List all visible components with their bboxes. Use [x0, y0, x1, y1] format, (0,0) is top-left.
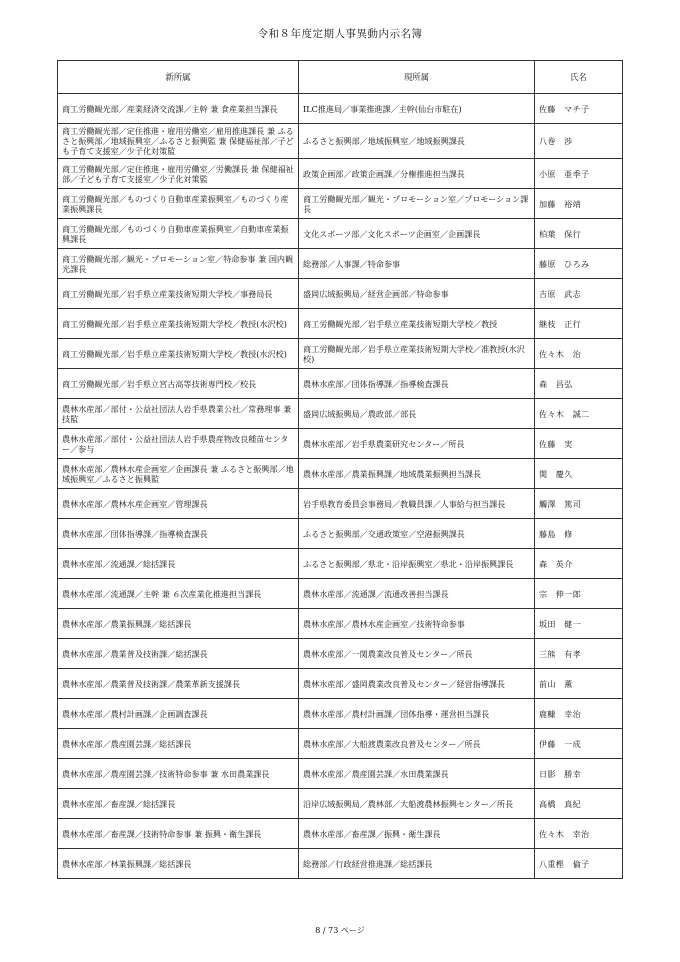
new-department-cell: 農林水産部／部付・公益社団法人岩手県農業公社／常務理事 兼 技監: [58, 399, 299, 429]
name-cell: 森 英介: [535, 549, 623, 579]
current-department-cell: 商工労働観光部／岩手県立産業技術短期大学校／准教授(水沢校): [299, 339, 535, 369]
table-row: [58, 219, 623, 249]
name-cell: 佐々木 治: [535, 339, 623, 369]
table-row: [58, 459, 623, 489]
new-department-cell: 農林水産部／畜産課／総括課長: [58, 789, 299, 819]
table-row: [58, 819, 623, 849]
table-row: [58, 789, 623, 819]
new-department-cell: 商工労働観光部／岩手県立宮古高等技術専門校／校長: [58, 369, 299, 399]
personnel-table: [57, 60, 623, 879]
name-cell: 前山 薫: [535, 669, 623, 699]
new-department-cell: 商工労働観光部／岩手県立産業技術短期大学校／教授(水沢校): [58, 339, 299, 369]
table-row: [58, 519, 623, 549]
new-department-cell: 農林水産部／流通課／主幹 兼 ６次産業化推進担当課長: [58, 579, 299, 609]
table-row: [58, 699, 623, 729]
name-cell: 觸澤 篤司: [535, 489, 623, 519]
new-department-cell: 農林水産部／農村計画課／企画調査課長: [58, 699, 299, 729]
current-department-cell: ふるさと振興部／交通政策室／空港振興課長: [299, 519, 535, 549]
table-row: [58, 309, 623, 339]
header-name: 氏名: [535, 61, 623, 94]
table-row: [58, 369, 623, 399]
name-cell: 藤原 ひろみ: [535, 249, 623, 279]
header-current-department: 現所属: [299, 61, 535, 94]
name-cell: 八巻 渉: [535, 124, 623, 159]
header-new-department: 新所属: [58, 61, 299, 94]
new-department-cell: 商工労働観光部／ものづくり自動車産業振興室／ものづくり産業振興課長: [58, 189, 299, 219]
name-cell: 吉原 武志: [535, 279, 623, 309]
current-department-cell: 農林水産部／農産園芸課／水田農業課長: [299, 759, 535, 789]
new-department-cell: 農林水産部／農業普及技術課／農業革新支援課長: [58, 669, 299, 699]
current-department-cell: 盛岡広域振興局／農政部／部長: [299, 399, 535, 429]
current-department-cell: 農林水産部／農村計画課／団体指導・運営担当課長: [299, 699, 535, 729]
table-header-row: [58, 61, 623, 94]
table-row: [58, 124, 623, 159]
table-row: [58, 429, 623, 459]
current-department-cell: 農林水産部／大船渡農業改良普及センター／所長: [299, 729, 535, 759]
new-department-cell: 商工労働観光部／産業経済交流課／主幹 兼 食産業担当課長: [58, 94, 299, 124]
name-cell: 高橋 真紀: [535, 789, 623, 819]
current-department-cell: 農林水産部／一関農業改良普及センター／所長: [299, 639, 535, 669]
current-department-cell: 農林水産部／農業振興課／地域農業振興担当課長: [299, 459, 535, 489]
page-number: 8 / 73 ページ: [315, 926, 365, 935]
new-department-cell: 農林水産部／農林水産企画室／企画課長 兼 ふるさと振興部／地域振興室／ふるさと振興監: [58, 459, 299, 489]
new-department-cell: 農林水産部／農業振興課／総括課長: [58, 609, 299, 639]
name-cell: 三熊 有孝: [535, 639, 623, 669]
current-department-cell: 農林水産部／流通課／流通改善担当課長: [299, 579, 535, 609]
new-department-cell: 商工労働観光部／ものづくり自動車産業振興室／自動車産業振興課長: [58, 219, 299, 249]
current-department-cell: ふるさと振興部／地域振興室／地域振興課長: [299, 124, 535, 159]
new-department-cell: 農林水産部／農産園芸課／技術特命参事 兼 水田農業課長: [58, 759, 299, 789]
new-department-cell: 農林水産部／団体指導課／指導検査課長: [58, 519, 299, 549]
name-cell: 関 慶久: [535, 459, 623, 489]
name-cell: 日影 勝幸: [535, 759, 623, 789]
table-row: [58, 669, 623, 699]
current-department-cell: 文化スポーツ部／文化スポーツ企画室／企画課長: [299, 219, 535, 249]
current-department-cell: ILC推進局／事業推進課／主幹(仙台市駐在): [299, 94, 535, 124]
name-cell: 佐藤 実: [535, 429, 623, 459]
new-department-cell: 農林水産部／農業普及技術課／総括課長: [58, 639, 299, 669]
table-row: [58, 279, 623, 309]
table-row: [58, 94, 623, 124]
table-row: [58, 579, 623, 609]
name-cell: 小原 亜季子: [535, 159, 623, 189]
current-department-cell: 農林水産部／畜産課／振興・衛生課長: [299, 819, 535, 849]
current-department-cell: ふるさと振興部／県北・沿岸振興室／県北・沿岸振興課長: [299, 549, 535, 579]
name-cell: 継枝 正行: [535, 309, 623, 339]
table-row: [58, 189, 623, 219]
name-cell: 宗 伸一郎: [535, 579, 623, 609]
name-cell: 坂田 健一: [535, 609, 623, 639]
name-cell: 佐々木 幸治: [535, 819, 623, 849]
new-department-cell: 農林水産部／農産園芸課／総括課長: [58, 729, 299, 759]
table-row: [58, 489, 623, 519]
name-cell: 柏葉 保行: [535, 219, 623, 249]
new-department-cell: 農林水産部／流通課／総括課長: [58, 549, 299, 579]
new-department-cell: 農林水産部／畜産課／技術特命参事 兼 振興・衛生課長: [58, 819, 299, 849]
current-department-cell: 農林水産部／岩手県農業研究センター／所長: [299, 429, 535, 459]
new-department-cell: 商工労働観光部／岩手県立産業技術短期大学校／事務局長: [58, 279, 299, 309]
table-row: [58, 339, 623, 369]
name-cell: 藤島 修: [535, 519, 623, 549]
new-department-cell: 農林水産部／部付・公益社団法人岩手県農産物改良種苗センター／参与: [58, 429, 299, 459]
name-cell: 伊藤 一成: [535, 729, 623, 759]
table-row: [58, 849, 623, 879]
table-row: [58, 609, 623, 639]
current-department-cell: 沿岸広域振興局／農林部／大船渡農林振興センター／所長: [299, 789, 535, 819]
name-cell: 八重樫 倫子: [535, 849, 623, 879]
current-department-cell: 農林水産部／盛岡農業改良普及センター／経営指導課長: [299, 669, 535, 699]
new-department-cell: 商工労働観光部／定住推進・雇用労働室／雇用推進課長 兼 ふるさと振興部／地域振興室／ふるさと振興監 兼 保健福祉部／子ども子育て支援室／少子化対策監: [58, 124, 299, 159]
table-row: [58, 159, 623, 189]
name-cell: 加藤 裕靖: [535, 189, 623, 219]
new-department-cell: 商工労働観光部／観光・プロモーション室／特命参事 兼 国内観光課長: [58, 249, 299, 279]
new-department-cell: 農林水産部／林業振興課／総括課長: [58, 849, 299, 879]
name-cell: 佐藤 マチ子: [535, 94, 623, 124]
current-department-cell: 総務部／行政経営推進課／総括課長: [299, 849, 535, 879]
name-cell: 鹿糠 幸治: [535, 699, 623, 729]
new-department-cell: 商工労働観光部／定住推進・雇用労働室／労働課長 兼 保健福祉部／子ども子育て支援室／少子化対策監: [58, 159, 299, 189]
table-row: [58, 399, 623, 429]
table-row: [58, 249, 623, 279]
name-cell: 森 昌弘: [535, 369, 623, 399]
current-department-cell: 商工労働観光部／観光・プロモーション室／プロモーション課長: [299, 189, 535, 219]
current-department-cell: 商工労働観光部／岩手県立産業技術短期大学校／教授: [299, 309, 535, 339]
new-department-cell: 商工労働観光部／岩手県立産業技術短期大学校／教授(水沢校): [58, 309, 299, 339]
current-department-cell: 総務部／人事課／特命参事: [299, 249, 535, 279]
name-cell: 佐々木 誠二: [535, 399, 623, 429]
current-department-cell: 政策企画部／政策企画課／分権推進担当課長: [299, 159, 535, 189]
table-row: [58, 729, 623, 759]
table-row: [58, 759, 623, 789]
current-department-cell: 岩手県教育委員会事務局／教職員課／人事給与担当課長: [299, 489, 535, 519]
current-department-cell: 農林水産部／団体指導課／指導検査課長: [299, 369, 535, 399]
table-row: [58, 639, 623, 669]
table-row: [58, 549, 623, 579]
current-department-cell: 盛岡広域振興局／経営企画部／特命参事: [299, 279, 535, 309]
new-department-cell: 農林水産部／農林水産企画室／管理課長: [58, 489, 299, 519]
current-department-cell: 農林水産部／農林水産企画室／技術特命参事: [299, 609, 535, 639]
page-title: 令和８年度定期人事異動内示名簿: [257, 28, 423, 40]
